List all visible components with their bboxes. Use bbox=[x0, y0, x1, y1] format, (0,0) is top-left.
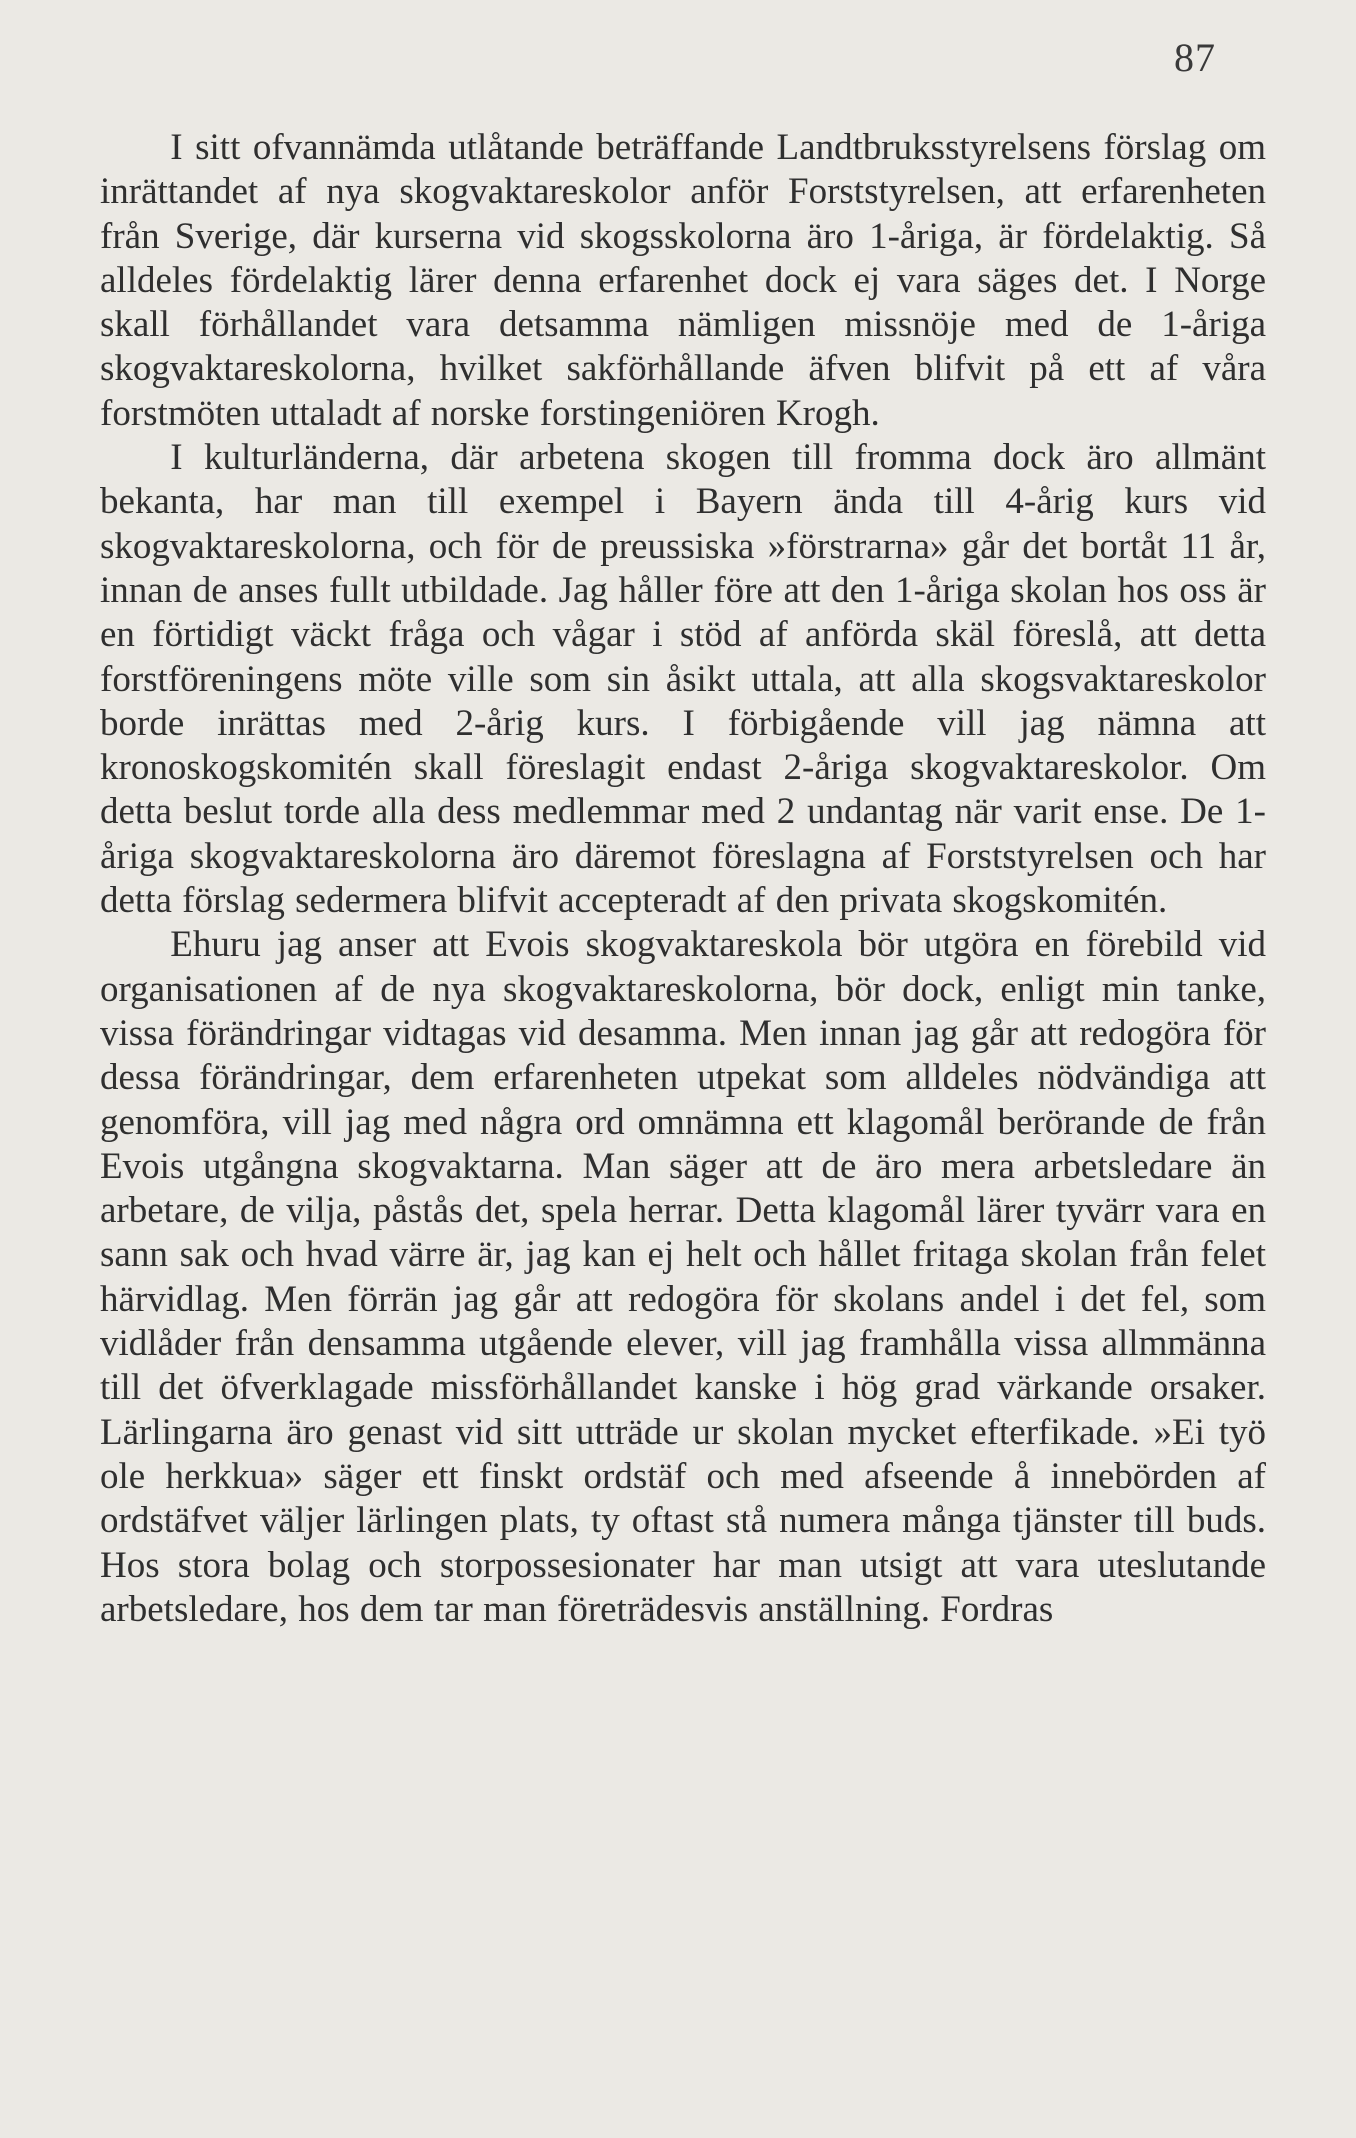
paragraph-2: I kulturländerna, där arbetena skogen till fromma dock äro allmänt bekanta, har man till exempel i Bayern ända till 4-årig kurs vid skogvaktareskolorna, och för de preussiska »förstrarna» går det bortåt 11 år, innan de anses fullt utbildade. Jag håller före att den 1-åriga skolan hos oss är en förtidigt väckt fråga och vågar i stöd af anförda skäl föreslå, att detta forstföreningens möte ville som sin åsikt uttala, att alla skogsvaktareskolor borde inrättas med 2-årig kurs. I förbigående vill jag nämna att kronoskogskomitén skall föreslagit endast 2-åriga skogvaktareskolor. Om detta beslut torde alla dess medlemmar med 2 undantag när varit ense. De 1-åriga skogvaktareskolorna äro däremot föreslagna af Forststyrelsen och har detta förslag sedermera blifvit accepteradt af den privata skogskomitén. bbox=[100, 437, 1266, 922]
page-number: 87 bbox=[1174, 35, 1216, 80]
paragraph-1: I sitt ofvannämda utlåtande beträffande Landtbruksstyrelsens förslag om inrättandet af nya skogvaktareskolor anför Forststyrelsen, att erfarenheten från Sverige, där kurserna vid skogsskolorna äro 1-åriga, är fördelaktig. Så alldeles fördelaktig lärer denna erfarenhet dock ej vara säges det. I Norge skall förhållandet vara detsamma nämligen missnöje med de 1-åriga skogvaktareskolorna, hvilket sakförhållande äfven blifvit på ett af våra forstmöten uttaladt af norske forstingeniören Krogh. bbox=[100, 127, 1266, 434]
paragraph-3: Ehuru jag anser att Evois skogvaktareskola bör utgöra en förebild vid organisationen af de nya skogvaktareskolorna, bör dock, enligt min tanke, vissa förändringar vidtagas vid desamma. Men innan jag går att redogöra för dessa förändringar, dem erfarenheten utpekat som alldeles nödvändiga att genomföra, vill jag med några ord omnämna ett klagomål berörande de från Evois utgångna skogvaktarna. Man säger att de äro mera arbetsledare än arbetare, de vilja, påstås det, spela herrar. Detta klagomål lärer tyvärr vara en sann sak och hvad värre är, jag kan ej helt och hållet fritaga skolan från felet härvidlag. Men förrän jag går att redogöra för skolans andel i det fel, som vidlåder från densamma utgående elever, vill jag framhålla vissa allmmänna till det öfverklagade missförhållandet kanske i hög grad värkande orsaker. Lärlingarna äro genast vid sitt utträde ur skolan mycket efterfikade. »Ei työ ole herkkua» säger ett finskt ordstäf och med afseende å innebörden af ordstäfvet väljer lärlingen plats, ty oftast stå numera många tjänster till buds. Hos stora bolag och storpossesionater har man utsigt att vara uteslutande arbetsledare, hos dem tar man företrädesvis anställning. Fordras bbox=[100, 924, 1266, 1630]
body-text bbox=[100, 126, 1266, 1632]
